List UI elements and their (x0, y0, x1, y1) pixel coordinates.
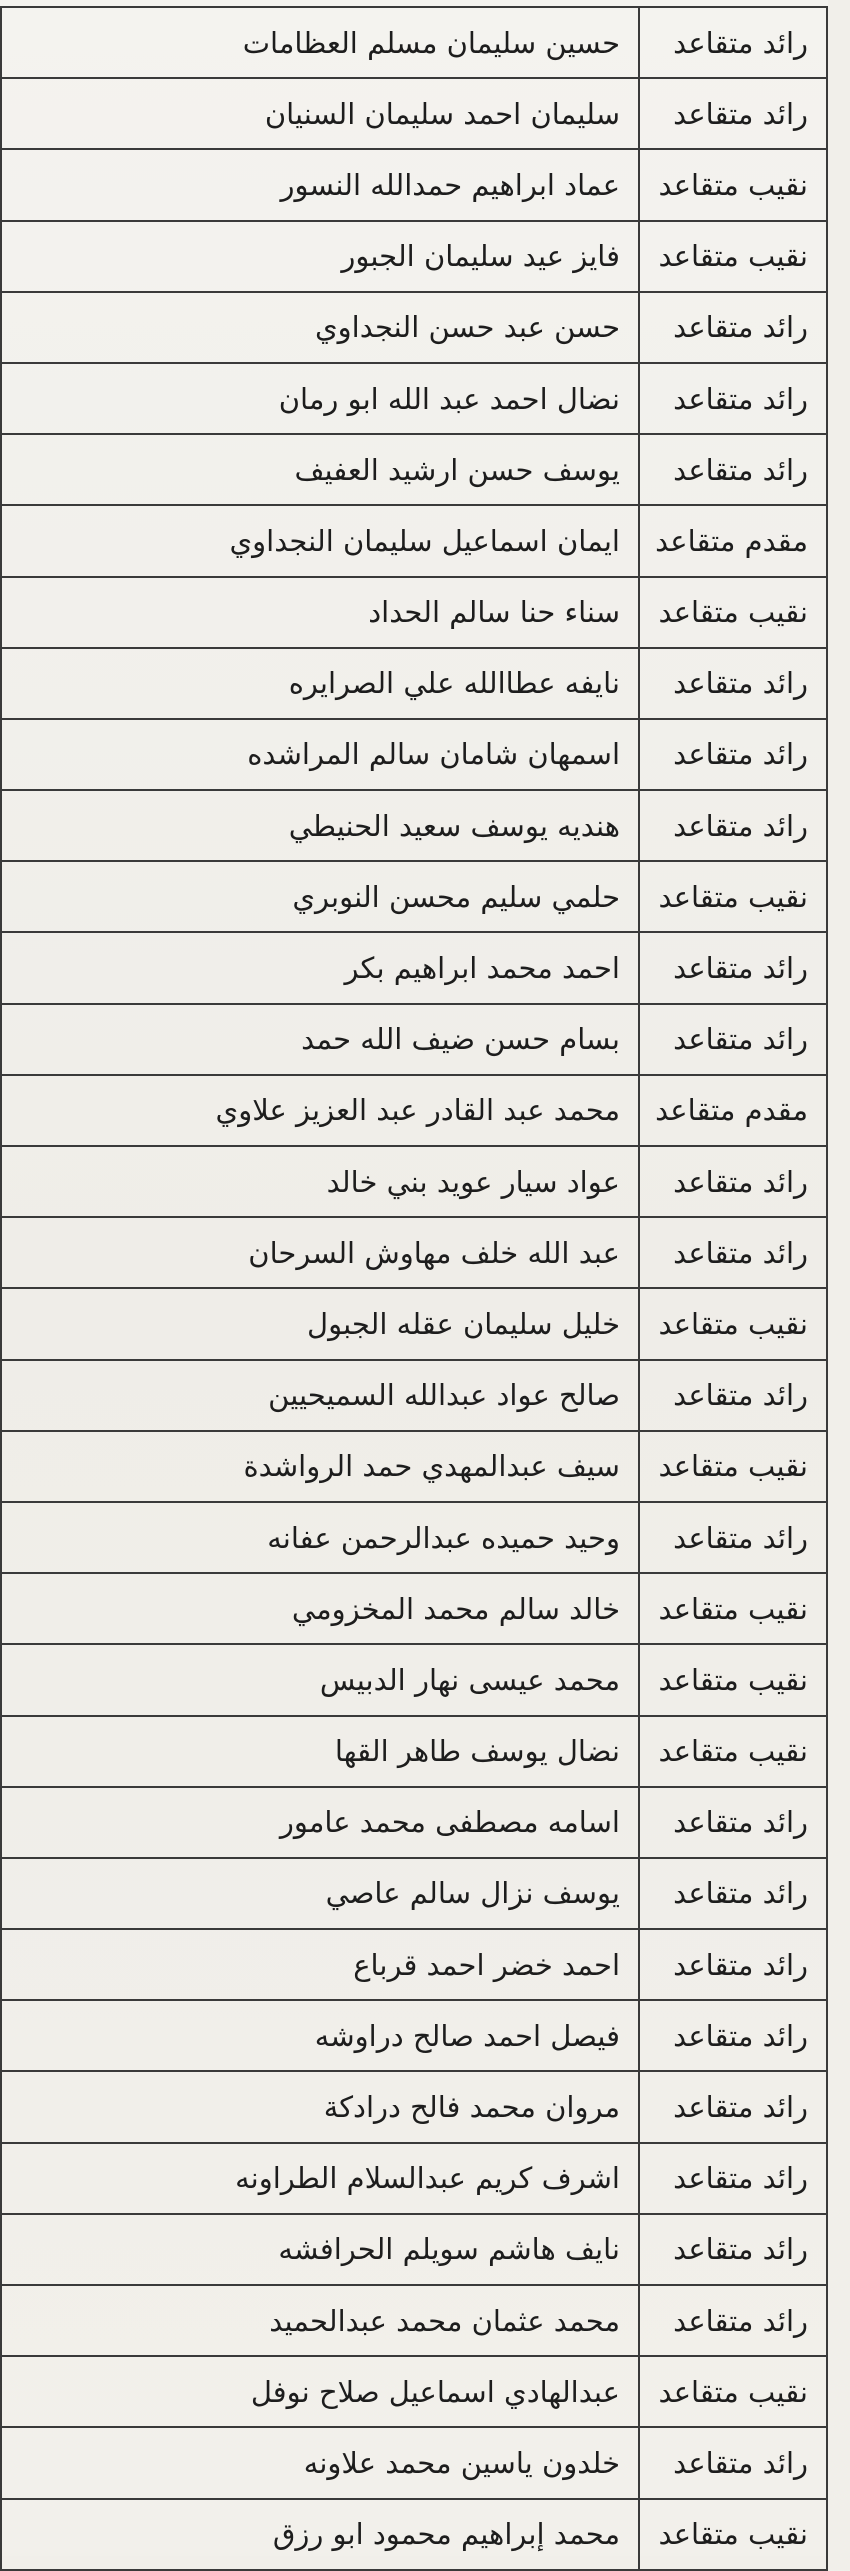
table-row (1, 1146, 827, 1217)
table-row (1, 2143, 827, 2214)
table-row (1, 1075, 827, 1146)
rank-cell: رائد متقاعد (639, 1004, 827, 1075)
table-row (1, 648, 827, 719)
name-cell: يوسف حسن ارشيد العفيف (1, 434, 639, 505)
name-cell: نضال يوسف طاهر القها (1, 1716, 639, 1787)
name-cell: محمد عبد القادر عبد العزيز علاوي (1, 1075, 639, 1146)
name-cell: حسن عبد حسن النجداوي (1, 292, 639, 363)
rank-cell: رائد متقاعد (639, 2143, 827, 2214)
name-cell: حلمي سليم محسن النوبري (1, 861, 639, 932)
name-cell: احمد خضر احمد قرباع (1, 1929, 639, 2000)
rank-cell: نقيب متقاعد (639, 861, 827, 932)
table-row (1, 1431, 827, 1502)
rank-cell: رائد متقاعد (639, 2000, 827, 2071)
name-cell: عواد سيار عويد بني خالد (1, 1146, 639, 1217)
rank-cell: رائد متقاعد (639, 719, 827, 790)
table-row (1, 1288, 827, 1359)
name-cell: بسام حسن ضيف الله حمد (1, 1004, 639, 1075)
name-cell: خلدون ياسين محمد علاونه (1, 2427, 639, 2498)
name-cell: مروان محمد فالح درادكة (1, 2071, 639, 2142)
rank-cell: رائد متقاعد (639, 7, 827, 78)
table-row (1, 78, 827, 149)
name-cell: ايمان اسماعيل سليمان النجداوي (1, 505, 639, 576)
table-row (1, 292, 827, 363)
table-row (1, 1929, 827, 2000)
rank-cell: نقيب متقاعد (639, 1431, 827, 1502)
rank-cell: رائد متقاعد (639, 2285, 827, 2356)
name-cell: وحيد حميده عبدالرحمن عفانه (1, 1502, 639, 1573)
name-cell: احمد محمد ابراهيم بكر (1, 932, 639, 1003)
rank-cell: رائد متقاعد (639, 790, 827, 861)
rank-cell: نقيب متقاعد (639, 1716, 827, 1787)
name-cell: عماد ابراهيم حمدالله النسور (1, 149, 639, 220)
table-row (1, 505, 827, 576)
name-cell: محمد إبراهيم محمود ابو رزق (1, 2499, 639, 2570)
rank-cell: رائد متقاعد (639, 932, 827, 1003)
table-row (1, 149, 827, 220)
name-cell: عبدالهادي اسماعيل صلاح نوفل (1, 2356, 639, 2427)
table-row (1, 221, 827, 292)
table-row (1, 1787, 827, 1858)
rank-cell: رائد متقاعد (639, 2427, 827, 2498)
rank-cell: نقيب متقاعد (639, 1573, 827, 1644)
table-row (1, 577, 827, 648)
table-row (1, 2285, 827, 2356)
rank-cell: رائد متقاعد (639, 292, 827, 363)
name-cell: نضال احمد عبد الله ابو رمان (1, 363, 639, 434)
rank-cell: نقيب متقاعد (639, 1644, 827, 1715)
table-row (1, 2071, 827, 2142)
name-cell: اسمهان شامان سالم المراشده (1, 719, 639, 790)
rank-cell: نقيب متقاعد (639, 2356, 827, 2427)
name-cell: سيف عبدالمهدي حمد الرواشدة (1, 1431, 639, 1502)
name-cell: نايفه عطاالله علي الصرايره (1, 648, 639, 719)
page-edge (828, 0, 850, 2556)
rank-cell: نقيب متقاعد (639, 1288, 827, 1359)
table-row (1, 363, 827, 434)
table-row (1, 2214, 827, 2285)
name-cell: اشرف كريم عبدالسلام الطراونه (1, 2143, 639, 2214)
table-row (1, 7, 827, 78)
table-row (1, 932, 827, 1003)
name-cell: يوسف نزال سالم عاصي (1, 1858, 639, 1929)
rank-cell: رائد متقاعد (639, 648, 827, 719)
table-row (1, 790, 827, 861)
table-row (1, 1716, 827, 1787)
name-cell: سناء حنا سالم الحداد (1, 577, 639, 648)
rank-cell: نقيب متقاعد (639, 149, 827, 220)
rank-cell: رائد متقاعد (639, 1858, 827, 1929)
name-cell: فايز عيد سليمان الجبور (1, 221, 639, 292)
name-cell: محمد عثمان محمد عبدالحميد (1, 2285, 639, 2356)
name-cell: فيصل احمد صالح دراوشه (1, 2000, 639, 2071)
name-cell: اسامه مصطفى محمد عامور (1, 1787, 639, 1858)
table-row (1, 1644, 827, 1715)
name-cell: حسين سليمان مسلم العظامات (1, 7, 639, 78)
table-row (1, 861, 827, 932)
rank-cell: مقدم متقاعد (639, 505, 827, 576)
rank-cell: رائد متقاعد (639, 1360, 827, 1431)
rank-cell: رائد متقاعد (639, 1929, 827, 2000)
name-cell: خليل سليمان عقله الجبول (1, 1288, 639, 1359)
table-row (1, 2499, 827, 2570)
name-cell: سليمان احمد سليمان السنيان (1, 78, 639, 149)
name-cell: خالد سالم محمد المخزومي (1, 1573, 639, 1644)
rank-cell: مقدم متقاعد (639, 1075, 827, 1146)
table-row (1, 2000, 827, 2071)
rank-cell: رائد متقاعد (639, 1787, 827, 1858)
rank-cell: رائد متقاعد (639, 2214, 827, 2285)
name-cell: عبد الله خلف مهاوش السرحان (1, 1217, 639, 1288)
rank-cell: رائد متقاعد (639, 2071, 827, 2142)
name-cell: صالح عواد عبدالله السميحيين (1, 1360, 639, 1431)
rank-cell: نقيب متقاعد (639, 577, 827, 648)
retired-officers-table (0, 6, 828, 2571)
table-row (1, 1217, 827, 1288)
rank-cell: رائد متقاعد (639, 1217, 827, 1288)
rank-cell: نقيب متقاعد (639, 221, 827, 292)
rank-cell: رائد متقاعد (639, 78, 827, 149)
table-row (1, 2427, 827, 2498)
rank-cell: رائد متقاعد (639, 1502, 827, 1573)
table-row (1, 1502, 827, 1573)
table-row (1, 1004, 827, 1075)
name-cell: هنديه يوسف سعيد الحنيطي (1, 790, 639, 861)
roster-body (1, 7, 827, 2570)
table-row (1, 434, 827, 505)
rank-cell: رائد متقاعد (639, 363, 827, 434)
table-row (1, 2356, 827, 2427)
table-row (1, 1360, 827, 1431)
rank-cell: رائد متقاعد (639, 434, 827, 505)
name-cell: نايف هاشم سويلم الحرافشه (1, 2214, 639, 2285)
name-cell: محمد عيسى نهار الدبيس (1, 1644, 639, 1715)
table-row (1, 1858, 827, 1929)
table-row (1, 1573, 827, 1644)
rank-cell: نقيب متقاعد (639, 2499, 827, 2570)
rank-cell: رائد متقاعد (639, 1146, 827, 1217)
table-row (1, 719, 827, 790)
